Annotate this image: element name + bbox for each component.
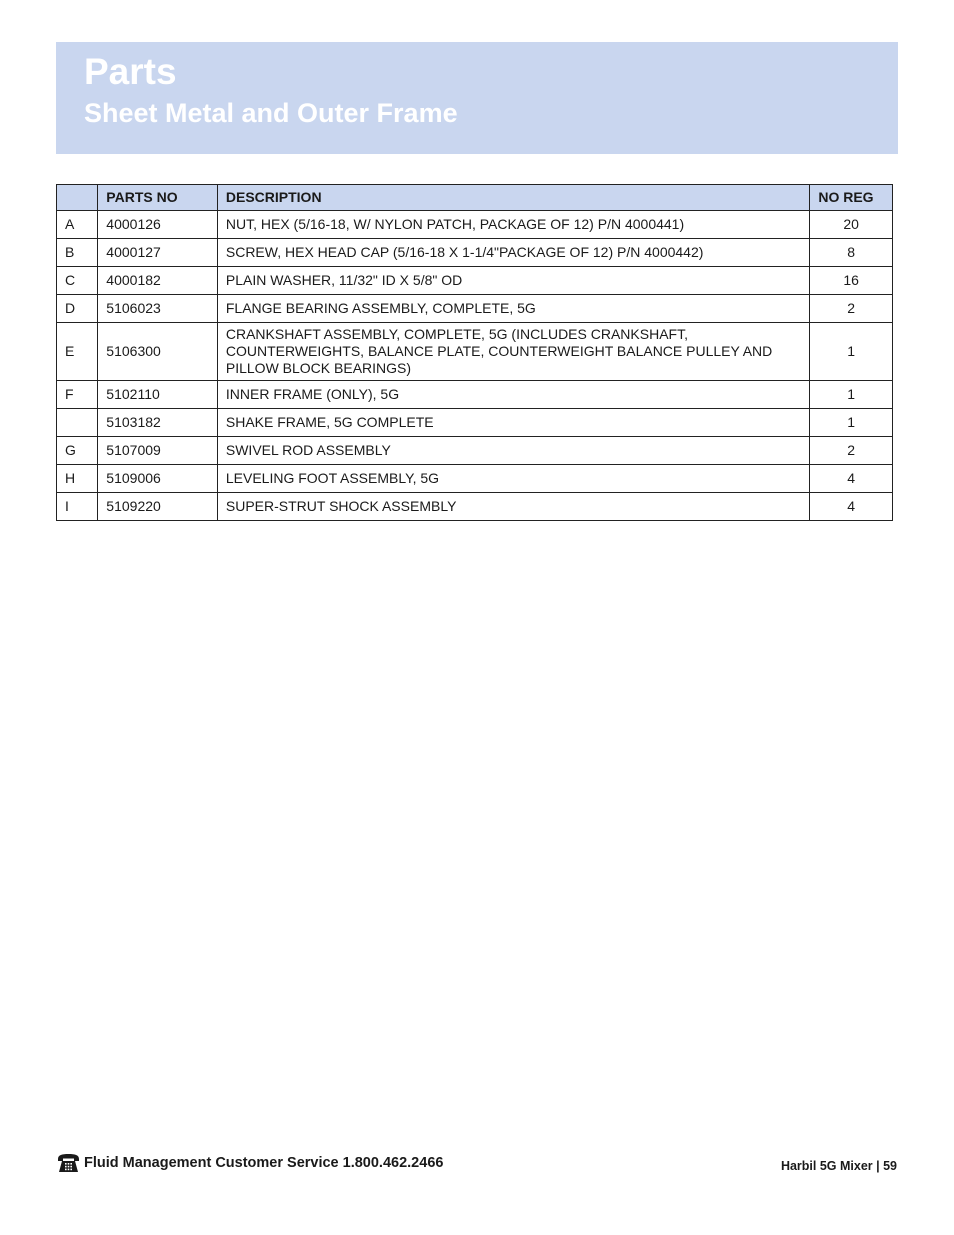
row-part-no: 4000127 [98,239,218,267]
footer-customer-service [56,1152,443,1174]
row-letter: E [57,323,98,381]
row-qty: 1 [810,323,893,381]
row-qty: 20 [810,211,893,239]
page-banner [56,42,898,154]
row-letter: G [57,437,98,465]
row-description: CRANKSHAFT ASSEMBLY, COMPLETE, 5G (INCLUDES CRANKSHAFT, COUNTERWEIGHTS, BALANCE PLATE, COUNTERWEIGHT BALANCE PULLEY AND PILLOW BLOCK BEARINGS) [217,323,809,381]
row-qty: 2 [810,437,893,465]
row-letter: I [57,493,98,521]
row-part-no: 4000126 [98,211,218,239]
row-part-no: 5109220 [98,493,218,521]
table-row [57,409,893,437]
row-qty: 1 [810,409,893,437]
row-part-no: 4000182 [98,267,218,295]
telephone-icon [56,1152,81,1174]
table-row [57,239,893,267]
row-part-no: 5103182 [98,409,218,437]
table-row [57,381,893,409]
row-description: PLAIN WASHER, 11/32" ID X 5/8" OD [217,267,809,295]
row-description: NUT, HEX (5/16-18, W/ NYLON PATCH, PACKAGE OF 12) P/N 4000441) [217,211,809,239]
row-letter: H [57,465,98,493]
column-header-description: DESCRIPTION [217,185,809,211]
page-title: Parts [84,51,177,92]
row-part-no: 5102110 [98,381,218,409]
parts-table [56,184,893,521]
table-row [57,211,893,239]
column-header-parts-no: PARTS NO [98,185,218,211]
table-row [57,465,893,493]
row-letter: A [57,211,98,239]
row-description: INNER FRAME (ONLY), 5G [217,381,809,409]
row-part-no: 5106023 [98,295,218,323]
row-part-no: 5106300 [98,323,218,381]
table-row [57,437,893,465]
row-qty: 4 [810,493,893,521]
row-qty: 1 [810,381,893,409]
row-description: LEVELING FOOT ASSEMBLY, 5G [217,465,809,493]
row-description: SCREW, HEX HEAD CAP (5/16-18 X 1-1/4"PACKAGE OF 12) P/N 4000442) [217,239,809,267]
table-row [57,493,893,521]
table-row [57,295,893,323]
column-header-no-reg: NO REG [810,185,893,211]
table-row [57,267,893,295]
page-subtitle: Sheet Metal and Outer Frame [84,98,458,128]
row-description: SHAKE FRAME, 5G COMPLETE [217,409,809,437]
table-header-row [57,185,893,211]
page-number-label: Harbil 5G Mixer | 59 [780,1159,897,1173]
row-description: SUPER-STRUT SHOCK ASSEMBLY [217,493,809,521]
row-letter: D [57,295,98,323]
row-letter: B [57,239,98,267]
row-qty: 16 [810,267,893,295]
row-letter: F [57,381,98,409]
row-part-no: 5109006 [98,465,218,493]
row-qty: 4 [810,465,893,493]
row-description: SWIVEL ROD ASSEMBLY [217,437,809,465]
row-description: FLANGE BEARING ASSEMBLY, COMPLETE, 5G [217,295,809,323]
table-row [57,323,893,381]
column-header-letter [57,185,98,211]
row-letter [57,409,98,437]
row-part-no: 5107009 [98,437,218,465]
row-letter: C [57,267,98,295]
customer-service-text: Fluid Management Customer Service 1.800.462.2466 [84,1155,444,1171]
row-qty: 8 [810,239,893,267]
row-qty: 2 [810,295,893,323]
